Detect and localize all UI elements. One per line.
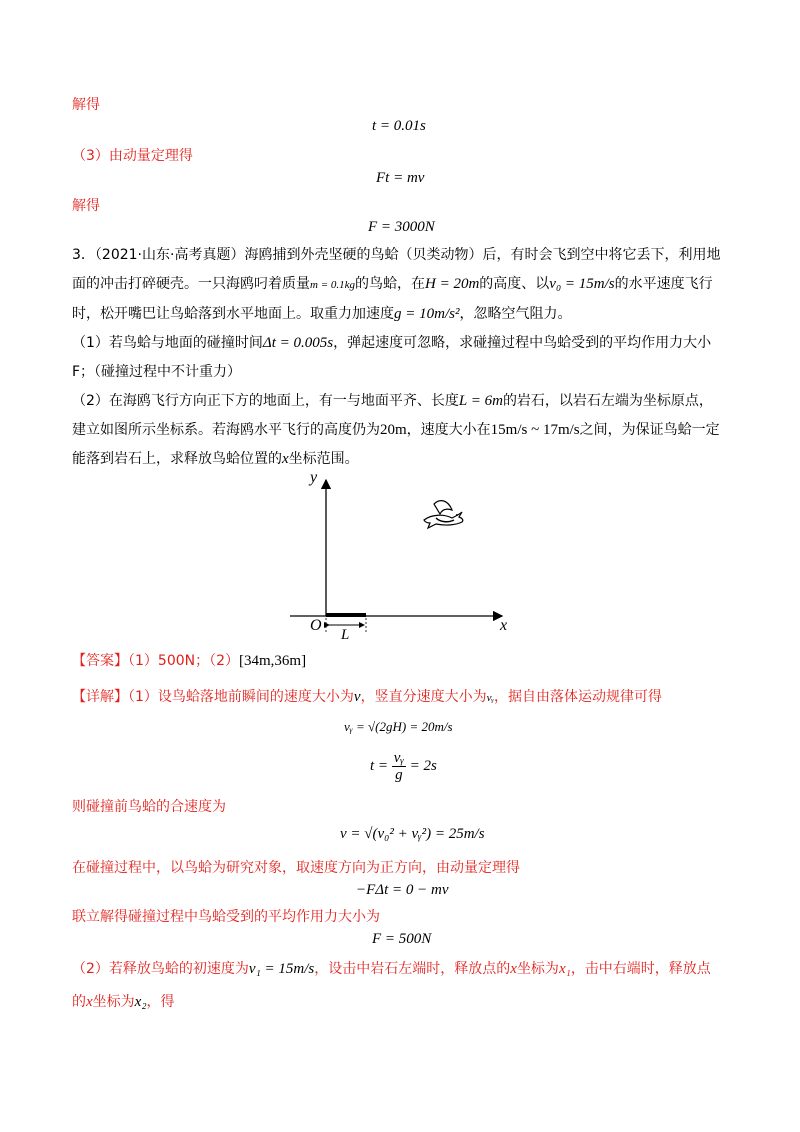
- equation-vy: vᵧ = √(2gH) = 20m/s: [344, 719, 453, 734]
- detail-text: ，设击中岩石左端时，释放点的: [314, 961, 511, 977]
- x1-symbol: x₁: [558, 961, 571, 977]
- question-2-cont: [72, 416, 732, 445]
- height-value-2: 20m: [380, 422, 407, 438]
- detail-text: 坐标为: [92, 994, 135, 1010]
- detail-text: ，击中右端时，释放点: [570, 961, 711, 977]
- problem-text: 坐标范围。: [288, 451, 359, 467]
- detail-text: ，竖直分速度大小为: [360, 689, 487, 705]
- problem-line-2: [72, 270, 732, 300]
- detail-text: ，据自由落体运动规律可得: [494, 689, 662, 705]
- problem-text: 的岩石，以岩石左端为坐标原点，: [502, 393, 713, 409]
- equation-t-lhs: t =: [370, 757, 389, 774]
- vy-symbol: vᵧ: [486, 692, 494, 704]
- detail-text: ，得: [146, 994, 175, 1010]
- detail-line-3: 在碰撞过程中，以鸟蛤为研究对象，取速度方向为正方向，由动量定理得: [72, 860, 520, 876]
- coordinate-figure: [280, 468, 520, 640]
- question-1: [72, 329, 732, 358]
- equation-ft: Ft = mv: [376, 170, 425, 186]
- step3-conclusion: 解得: [72, 198, 100, 214]
- detail-line-4: 联立解得碰撞过程中鸟蛤受到的平均作用力大小为: [72, 909, 380, 925]
- problem-text: 的鸟蛤，在: [355, 276, 425, 292]
- step3-label: （3）由动量定理得: [72, 148, 193, 164]
- x2-symbol: x₂: [134, 994, 147, 1010]
- answer-range: [34m,36m]: [239, 653, 307, 669]
- seagull-icon: [424, 501, 463, 528]
- question-1-cont: [72, 358, 732, 387]
- answer-line: [72, 652, 306, 670]
- y-axis-label: y: [310, 469, 318, 486]
- v0-value: v₀ = 15m/s: [549, 276, 615, 292]
- problem-text: 面的冲击打碎硬壳。一只海鸥叼着质量: [72, 276, 310, 292]
- v-symbol: v: [353, 689, 361, 705]
- problem-line-1: [72, 241, 732, 270]
- detail-text: 坐标为: [516, 961, 559, 977]
- question-2: [72, 387, 732, 416]
- v1-value: v₁ = 15m/s: [248, 961, 315, 977]
- detail-line-6: [72, 993, 175, 1011]
- fraction-numerator: vᵧ: [393, 750, 404, 766]
- detail-line-5: [72, 960, 711, 978]
- problem-source: （2021·山东·高考真题）: [94, 247, 245, 263]
- problem-text: 能落到岩石上，求释放鸟蛤位置的: [72, 451, 282, 467]
- x-symbol: x: [510, 961, 517, 977]
- problem-statement: [72, 241, 732, 474]
- L-value: L = 6m: [458, 393, 503, 409]
- problem-text: 的水平速度飞行: [614, 276, 713, 292]
- problem-text: F；（碰撞过程中不计重力）: [72, 364, 242, 380]
- problem-text: ，忽略空气阻力。: [459, 306, 572, 322]
- fraction-denominator: g: [395, 767, 403, 783]
- height-value: H = 20m: [425, 276, 480, 292]
- problem-text: 建立如图所示坐标系。若海鸥水平飞行的高度仍为: [72, 422, 380, 438]
- detail-line-1: [72, 688, 662, 707]
- problem-text: 时，松开嘴巴让鸟蛤落到水平地面上。取重力加速度: [72, 306, 394, 322]
- detail-line-2: 则碰撞前鸟蛤的合速度为: [72, 799, 226, 815]
- mass-value: m = 0.1kg: [310, 279, 355, 291]
- detail-tag: 【详解】: [72, 689, 128, 705]
- problem-number: 3．: [72, 247, 95, 263]
- g-value: g = 10m/s²: [394, 306, 460, 322]
- equation-t-fraction: [370, 750, 437, 783]
- origin-label: O: [310, 617, 322, 634]
- problem-text: ，速度大小在: [406, 422, 491, 438]
- problem-text: （1）若鸟蛤与地面的碰撞时间: [72, 335, 263, 351]
- problem-text: ，弹起速度可忽略，求碰撞过程中鸟蛤受到的平均作用力大小: [333, 335, 712, 351]
- detail-text: （2）若释放鸟蛤的初速度为: [72, 961, 249, 977]
- x-axis-label: x: [500, 617, 508, 634]
- equation-F3000: F = 3000N: [368, 219, 435, 235]
- answer-part1: （1）500N；（2）: [128, 653, 240, 669]
- equation-F500: F = 500N: [372, 931, 432, 947]
- step2-conclusion: 解得: [72, 97, 100, 113]
- x-symbol: x: [86, 994, 93, 1010]
- speed-range: 15m/s ~ 17m/s: [490, 422, 580, 438]
- equation-t: t = 0.01s: [372, 118, 426, 134]
- problem-line-3: [72, 300, 732, 329]
- length-label: L: [341, 627, 350, 640]
- problem-text: 之间，为保证鸟蛤一定: [579, 422, 720, 438]
- answer-tag: 【答案】: [72, 653, 128, 669]
- equation-t-rhs: = 2s: [409, 757, 437, 774]
- x-symbol: x: [282, 451, 289, 467]
- problem-text: 的高度、以: [479, 276, 550, 292]
- detail-text: 的: [72, 994, 86, 1010]
- detail-text: （1）设鸟蛤落地前瞬间的速度大小为: [128, 689, 354, 705]
- fraction: [392, 750, 406, 783]
- dt-value: Δt = 0.005s: [262, 335, 334, 351]
- problem-text: 海鸥捕到外壳坚硬的鸟蛤（贝类动物）后，有时会飞到空中将它丢下，利用地: [244, 247, 721, 263]
- equation-momentum: −FΔt = 0 − mv: [356, 882, 449, 898]
- equation-v: v = √(v₀² + vᵧ²) = 25m/s: [340, 826, 485, 842]
- problem-text: （2）在海鸥飞行方向正下方的地面上，有一与地面平齐、长度: [72, 393, 459, 409]
